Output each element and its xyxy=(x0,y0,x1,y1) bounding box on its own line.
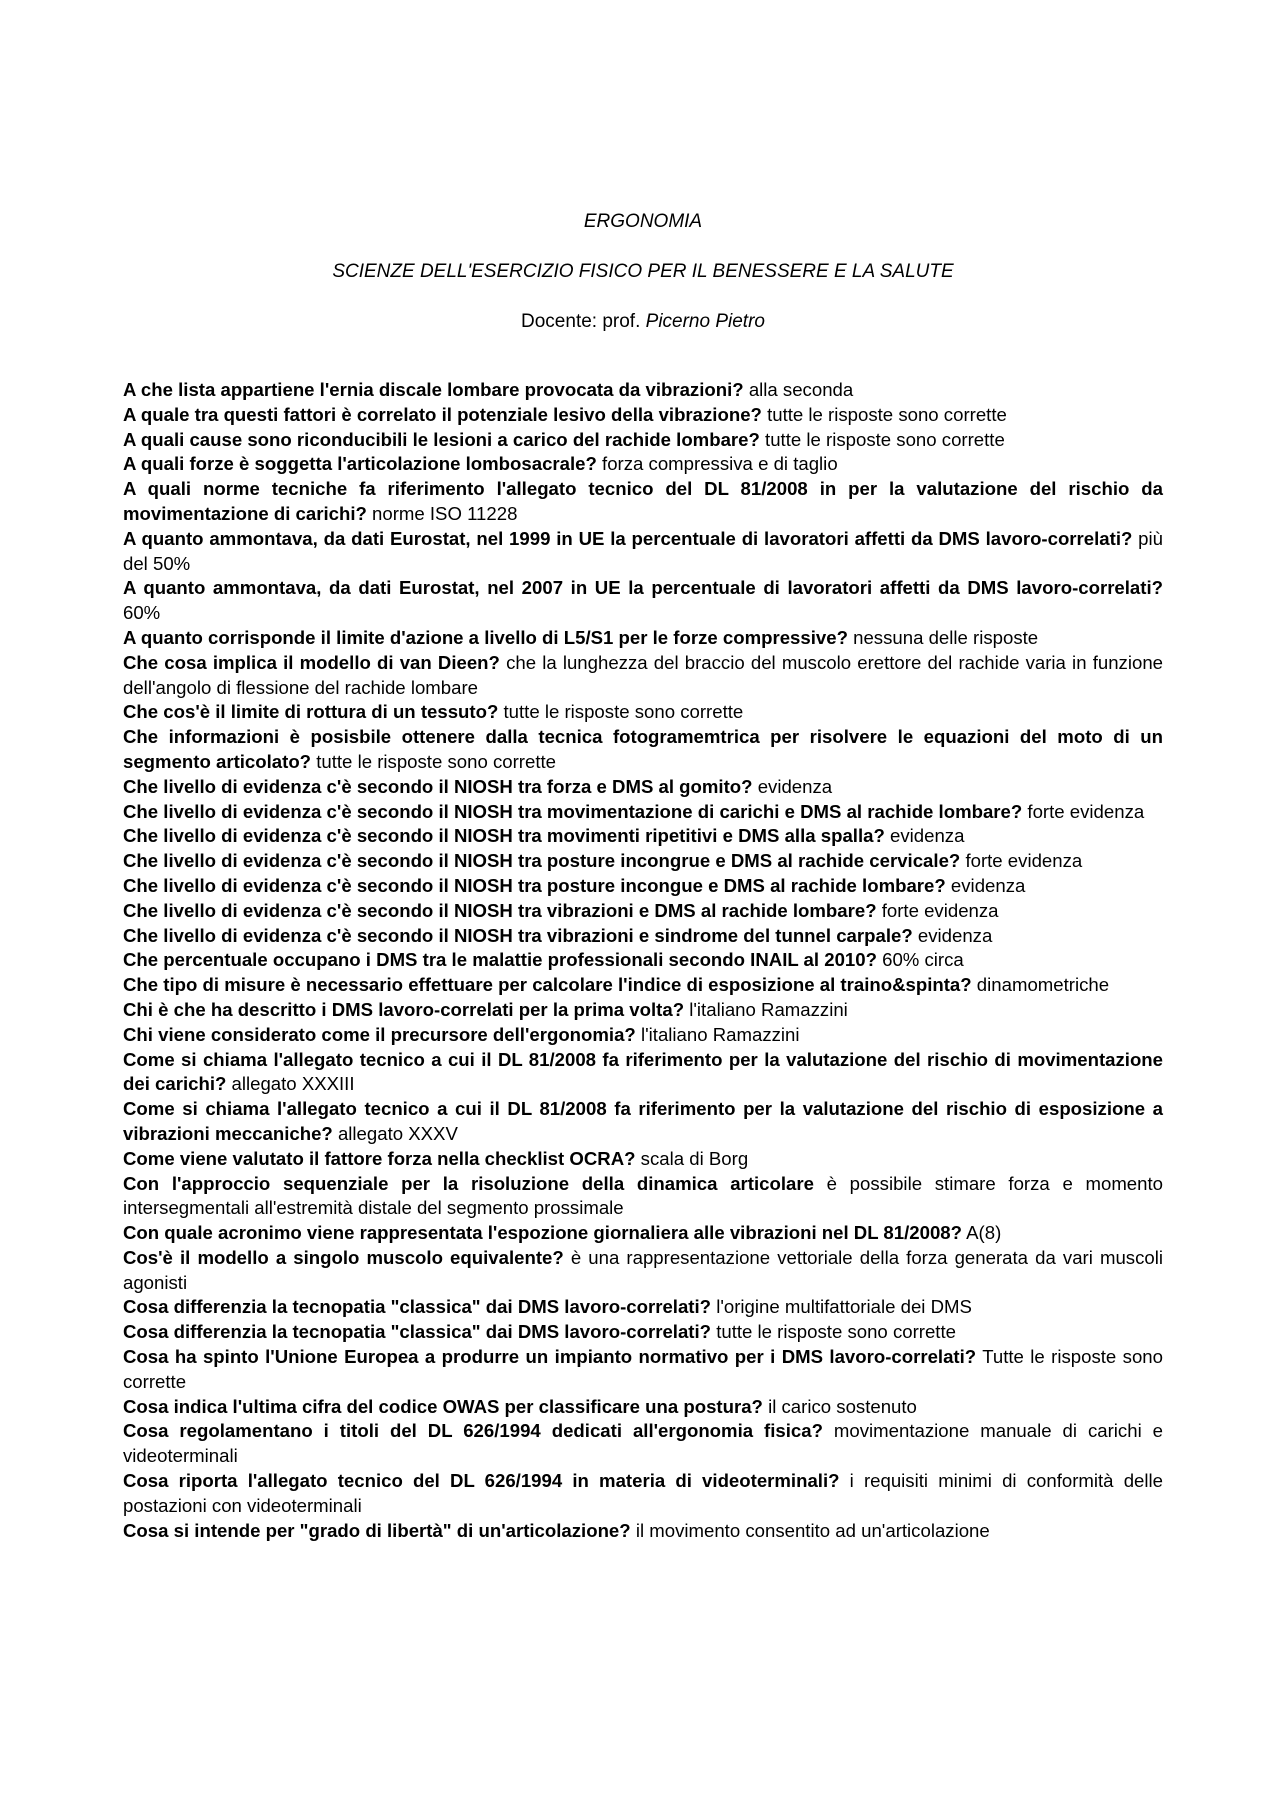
question-text: Cosa riporta l'allegato tecnico del DL 626/1994 in materia di videoterminali? xyxy=(123,1470,840,1492)
qa-item xyxy=(123,775,1163,800)
answer-text: alla seconda xyxy=(748,379,854,400)
qa-item xyxy=(123,824,1163,849)
question-text: Come si chiama l'allegato tecnico a cui il DL 81/2008 fa riferimento per la valutazione del rischio di esposizione a vibrazioni meccaniche? xyxy=(123,1098,1163,1144)
answer-text: che la lunghezza del braccio del muscolo erettore del rachide varia in funzione dell'angolo di flessione del rachide lombare xyxy=(123,651,1163,698)
question-text: Che informazioni è posisbile ottenere dalla tecnica fotogramemtrica per risolvere le equazioni del moto di un segmento articolato? xyxy=(123,726,1163,772)
answer-text: allegato XXXIII xyxy=(231,1073,355,1095)
qa-item xyxy=(123,1320,1163,1345)
qa-item xyxy=(123,626,1163,651)
answer-text: dinamometriche xyxy=(976,974,1110,996)
qa-item xyxy=(123,1519,1163,1544)
answer-text: i requisiti minimi di conformità delle postazioni con videoterminali xyxy=(123,1470,1163,1516)
question-text: A che lista appartiene l'ernia discale lombare provocata da vibrazioni? xyxy=(123,379,744,400)
qa-item xyxy=(123,948,1163,973)
question-text: Come viene valutato il fattore forza nella checklist OCRA? xyxy=(123,1147,636,1169)
answer-text: evidenza xyxy=(917,924,993,946)
qa-item xyxy=(123,1345,1163,1395)
question-text: A quanto ammontava, da dati Eurostat, nel 1999 in UE la percentuale di lavoratori affetti da DMS lavoro-correlati? xyxy=(123,527,1133,549)
question-text: Che livello di evidenza c'è secondo il NIOSH tra movimentazione di carichi e DMS al rachide lombare? xyxy=(123,800,1023,822)
teacher-name: Picerno Pietro xyxy=(645,311,765,332)
question-text: Che livello di evidenza c'è secondo il NIOSH tra movimenti ripetitivi e DMS alla spalla? xyxy=(123,825,885,847)
qa-item xyxy=(123,874,1163,899)
answer-text: 60% circa xyxy=(882,949,964,971)
answer-text: tutte le risposte sono corrette xyxy=(316,750,556,772)
answer-text: evidenza xyxy=(890,825,965,847)
question-text: Cosa regolamentano i titoli del DL 626/1994 dedicati all'ergonomia fisica? xyxy=(123,1420,823,1442)
qa-item xyxy=(123,378,1163,403)
question-text: Che tipo di misure è necessario effettuare per calcolare l'indice di esposizione al traino&spinta? xyxy=(123,974,972,996)
answer-text: forte evidenza xyxy=(965,850,1083,872)
qa-item xyxy=(123,576,1163,626)
qa-item xyxy=(123,1469,1163,1519)
question-text: A quanto ammontava, da dati Eurostat, nel 2007 in UE la percentuale di lavoratori affetti da DMS lavoro-correlati? xyxy=(123,577,1163,599)
answer-text: il movimento consentito ad un'articolazione xyxy=(635,1519,990,1541)
qa-item xyxy=(123,973,1163,998)
answer-text: movimentazione manuale di carichi e videoterminali xyxy=(123,1420,1164,1467)
document-page xyxy=(123,210,1163,1543)
question-text: Con quale acronimo viene rappresentata l'espozione giornaliera alle vibrazioni nel DL 81/2008? xyxy=(123,1222,962,1244)
qa-item xyxy=(123,1221,1163,1246)
question-text: Cosa si intende per "grado di libertà" di un'articolazione? xyxy=(123,1519,631,1541)
answer-text: tutte le risposte sono corrette xyxy=(767,403,1007,425)
answer-text: 60% xyxy=(123,602,161,624)
question-text: Che livello di evidenza c'è secondo il NIOSH tra vibrazioni e DMS al rachide lombare? xyxy=(123,899,877,921)
question-text: Cosa ha spinto l'Unione Europea a produrre un impianto normativo per i DMS lavoro-correlati? xyxy=(123,1346,977,1368)
question-text: Che livello di evidenza c'è secondo il NIOSH tra vibrazioni e sindrome del tunnel carpale? xyxy=(123,924,913,946)
answer-text: l'origine multifattoriale dei DMS xyxy=(716,1296,972,1318)
question-answer-list xyxy=(123,378,1163,1543)
qa-item xyxy=(123,1395,1163,1420)
answer-text: l'italiano Ramazzini xyxy=(640,1023,800,1045)
answer-text: l'italiano Ramazzini xyxy=(689,998,848,1020)
qa-item xyxy=(123,1147,1163,1172)
answer-text: allegato XXXV xyxy=(337,1122,458,1144)
question-text: Cosa indica l'ultima cifra del codice OWAS per classificare una postura? xyxy=(123,1395,763,1417)
answer-text: Tutte le risposte sono corrette xyxy=(123,1346,1163,1392)
answer-text: forza compressiva e di taglio xyxy=(602,453,838,475)
qa-item xyxy=(123,477,1163,527)
course-title: ERGONOMIA xyxy=(583,211,703,232)
question-text: A quale tra questi fattori è correlato il potenziale lesivo della vibrazione? xyxy=(123,403,762,425)
qa-item xyxy=(123,998,1163,1023)
qa-item xyxy=(123,924,1163,949)
question-text: Che livello di evidenza c'è secondo il NIOSH tra forza e DMS al gomito? xyxy=(123,775,753,797)
answer-text: è una rappresentazione vettoriale della forza generata da vari muscoli agonisti xyxy=(123,1246,1163,1293)
answer-text: A(8) xyxy=(966,1222,1002,1244)
qa-item xyxy=(123,1097,1163,1147)
qa-item xyxy=(123,1419,1163,1469)
qa-item xyxy=(123,1246,1163,1296)
question-text: Cosa differenzia la tecnopatia "classica" dai DMS lavoro-correlati? xyxy=(123,1321,712,1343)
program-title: SCIENZE DELL'ESERCIZIO FISICO PER IL BENESSERE E LA SALUTE xyxy=(332,261,954,282)
question-text: Che cos'è il limite di rottura di un tessuto? xyxy=(123,701,499,723)
answer-text: evidenza xyxy=(950,874,1026,896)
question-text: Come si chiama l'allegato tecnico a cui il DL 81/2008 fa riferimento per la valutazione del rischio di movimentazione dei carichi? xyxy=(123,1048,1163,1095)
answer-text: più del 50% xyxy=(123,527,1163,574)
answer-text: è possibile stimare forza e momento intersegmentali all'estremità distale del segmento prossimale xyxy=(123,1172,1163,1219)
question-text: A quali cause sono riconducibili le lesioni a carico del rachide lombare? xyxy=(123,428,760,450)
question-text: Con l'approccio sequenziale per la risoluzione della dinamica articolare xyxy=(123,1172,814,1194)
qa-item xyxy=(123,1048,1163,1098)
qa-item xyxy=(123,700,1163,725)
qa-item xyxy=(123,527,1163,577)
question-text: Che livello di evidenza c'è secondo il NIOSH tra posture incongue e DMS al rachide lombare? xyxy=(123,874,946,896)
qa-item xyxy=(123,1023,1163,1048)
answer-text: tutte le risposte sono corrette xyxy=(765,428,1005,450)
qa-item xyxy=(123,725,1163,775)
qa-item xyxy=(123,452,1163,477)
teacher-line xyxy=(123,310,1163,334)
answer-text: nessuna delle risposte xyxy=(853,626,1039,648)
answer-text: norme ISO 11228 xyxy=(372,502,518,524)
teacher-label: Docente: prof. xyxy=(521,311,641,332)
answer-text: il carico sostenuto xyxy=(768,1395,917,1417)
qa-item xyxy=(123,651,1163,701)
question-text: Chi viene considerato come il precursore dell'ergonomia? xyxy=(123,1023,636,1045)
qa-item xyxy=(123,849,1163,874)
question-text: A quanto corrisponde il limite d'azione a livello di L5/S1 per le forze compressive? xyxy=(123,626,848,648)
qa-item xyxy=(123,403,1163,428)
answer-text: forte evidenza xyxy=(1027,800,1145,822)
question-text: Chi è che ha descritto i DMS lavoro-correlati per la prima volta? xyxy=(123,998,685,1020)
question-text: Cosa differenzia la tecnopatia "classica" dai DMS lavoro-correlati? xyxy=(123,1296,712,1318)
answer-text: tutte le risposte sono corrette xyxy=(503,701,744,723)
answer-text: forte evidenza xyxy=(881,899,999,921)
answer-text: evidenza xyxy=(757,775,833,797)
qa-item xyxy=(123,1172,1163,1222)
answer-text: tutte le risposte sono corrette xyxy=(716,1321,956,1343)
question-text: A quali forze è soggetta l'articolazione lombosacrale? xyxy=(123,453,597,475)
qa-item xyxy=(123,899,1163,924)
qa-item xyxy=(123,428,1163,453)
question-text: A quali norme tecniche fa riferimento l'allegato tecnico del DL 81/2008 in per la valutazione del rischio da movimentazione di carichi? xyxy=(123,478,1163,524)
qa-item xyxy=(123,1295,1163,1320)
answer-text: scala di Borg xyxy=(640,1147,749,1169)
question-text: Che cosa implica il modello di van Dieen? xyxy=(123,651,500,673)
question-text: Che livello di evidenza c'è secondo il NIOSH tra posture incongrue e DMS al rachide cervicale? xyxy=(123,850,961,872)
question-text: Cos'è il modello a singolo muscolo equivalente? xyxy=(123,1246,564,1268)
question-text: Che percentuale occupano i DMS tra le malattie professionali secondo INAIL al 2010? xyxy=(123,949,877,971)
qa-item xyxy=(123,800,1163,825)
